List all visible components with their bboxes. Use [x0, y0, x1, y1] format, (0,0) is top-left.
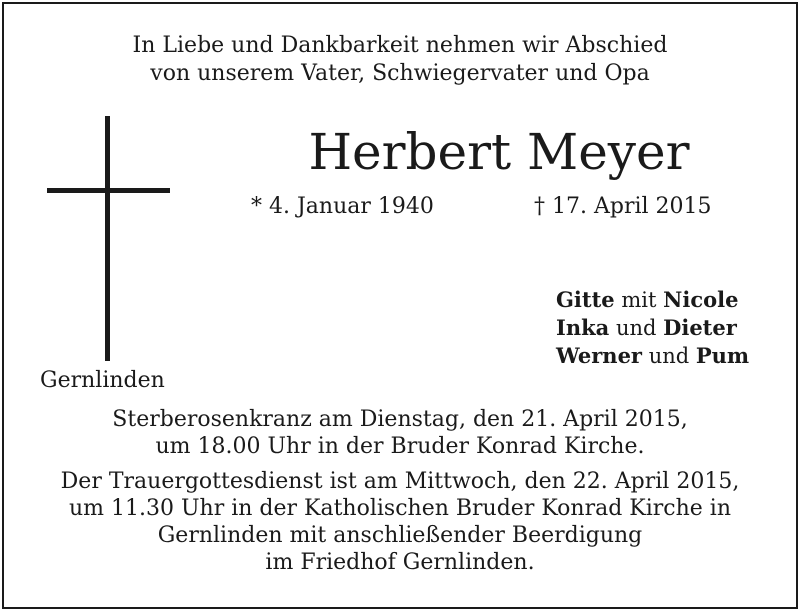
mourner-joiner: mit [621, 288, 657, 312]
rosary-line-1: Sterberosenkranz am Dienstag, den 21. April 2015, [112, 407, 688, 432]
mourner-line [556, 342, 749, 370]
intro-line-2: von unserem Vater, Schwiegervater und Opa [150, 61, 650, 86]
mourner-joiner: und [648, 344, 690, 368]
cross-vertical-bar [105, 116, 110, 361]
mourner-name: Pum [695, 343, 750, 368]
mourner-name: Inka [556, 315, 610, 340]
birth-date: * 4. Januar 1940 [251, 194, 434, 219]
mourner-name: Dieter [663, 315, 737, 340]
rosary-line-2: um 18.00 Uhr in der Bruder Konrad Kirche. [155, 434, 645, 459]
paragraph-gap [4, 460, 796, 468]
deceased-name: Herbert Meyer [308, 123, 690, 181]
funeral-line-1: Der Trauergottesdienst ist am Mittwoch, den 22. April 2015, [60, 469, 740, 494]
death-date: † 17. April 2015 [534, 194, 712, 219]
intro-text [4, 32, 796, 88]
funeral-line-4: im Friedhof Gernlinden. [265, 550, 535, 575]
mourner-joiner: und [615, 316, 657, 340]
mourner-name: Nicole [663, 287, 739, 312]
mourner-line [556, 286, 749, 314]
mourner-name: Werner [556, 343, 642, 368]
death-notice [2, 2, 798, 609]
mourner-line [556, 314, 749, 342]
place-name: Gernlinden [40, 368, 165, 393]
funeral-line-3: Gernlinden mit anschließender Beerdigung [157, 523, 643, 548]
cross-horizontal-bar [47, 188, 170, 193]
intro-line-1: In Liebe und Dankbarkeit nehmen wir Abschied [132, 33, 668, 58]
mourners-list [556, 286, 749, 370]
mourner-name: Gitte [556, 287, 615, 312]
funeral-line-2: um 11.30 Uhr in der Katholischen Bruder Konrad Kirche in [69, 496, 731, 521]
service-details [4, 406, 796, 576]
